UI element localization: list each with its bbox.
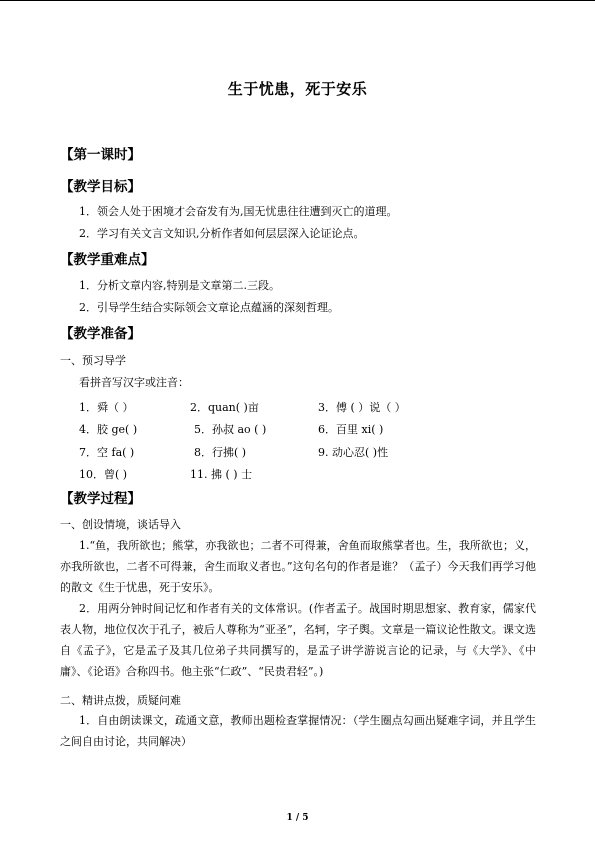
pinyin-item: 4．胶 ge( ) [79,423,138,436]
pinyin-item: 2．quan( )亩 [190,401,259,414]
process-part-heading: 二、精讲点拨，质疑问难 [60,694,181,707]
pinyin-item: 11. 拂 ( ) 士 [190,468,253,481]
page-number: 1 / 5 [286,813,309,823]
prep-subheading: 一、预习导学 [60,354,126,367]
process-part-heading: 一、创设情境，谈话导入 [60,518,181,531]
body-paragraph: 1.“鱼，我所欲也；熊掌，亦我欲也；二者不可得兼，舍鱼而取熊掌者也。生，我所欲也；义，亦我所欲也，二者不可得兼，舍生而取义者也。”这句名句的作者是谁？（孟子）今天我们再学习他的散文《生于忧患，死于安乐》。 [60,539,536,594]
key-point-item: 2．引导学生结合实际领会文章论点蕴涵的深刻哲理。 [79,301,339,314]
process-heading: 【教学过程】 [60,491,141,507]
pinyin-item: 5．孙叔 ao ( ) [194,423,267,436]
pinyin-item: 8．行拂( ) [194,446,247,459]
pinyin-item: 10．曾( ) [79,468,128,481]
key-point-item: 1．分析文章内容,特别是文章第二.三段。 [79,279,280,292]
page-title: 生于忧患，死于安乐 [227,80,368,98]
body-paragraph: 2．用两分钟时间记忆和作者有关的文体常识。(作者孟子。战国时期思想家、教育家，儒家代表人物，地位仅次于孔子，被后人尊称为“亚圣”，名轲，字子舆。文章是一篇议论性散文。课文选自《孟子》，它是孟子及其几位弟子共同撰写的，是孟子讲学游说言论的记录，与《大学》、《中庸》、《论语》合称四书。他主张“仁政”、“民贵君轻”。) [60,602,536,678]
body-paragraph: 1．自由朗读课文，疏通文意，教师出题检查掌握情况：（学生圈点勾画出疑难字词，并且学生之间自由讨论，共同解决） [60,714,536,748]
goals-heading: 【教学目标】 [60,179,141,195]
goal-item: 2．学习有关文言文知识,分析作者如何层层深入论证论点。 [79,227,365,240]
section-lesson-heading: 【第一课时】 [60,147,141,163]
pinyin-item: 9. 动心忍( )性 [318,446,389,459]
key-points-heading: 【教学重难点】 [60,252,155,268]
prep-heading: 【教学准备】 [60,326,141,342]
pinyin-item: 3．傅 ( ）说（ ） [318,401,406,414]
pinyin-item: 1．舜（ ） [79,401,134,414]
pinyin-item: 6．百里 xi( ) [318,423,384,436]
goal-item: 1．领会人处于困境才会奋发有为,国无忧患往往遭到灭亡的道理。 [79,205,398,218]
prep-instruction: 看拼音写汉字或注音： [79,376,189,389]
pinyin-item: 7．空 fa( ) [79,446,135,459]
